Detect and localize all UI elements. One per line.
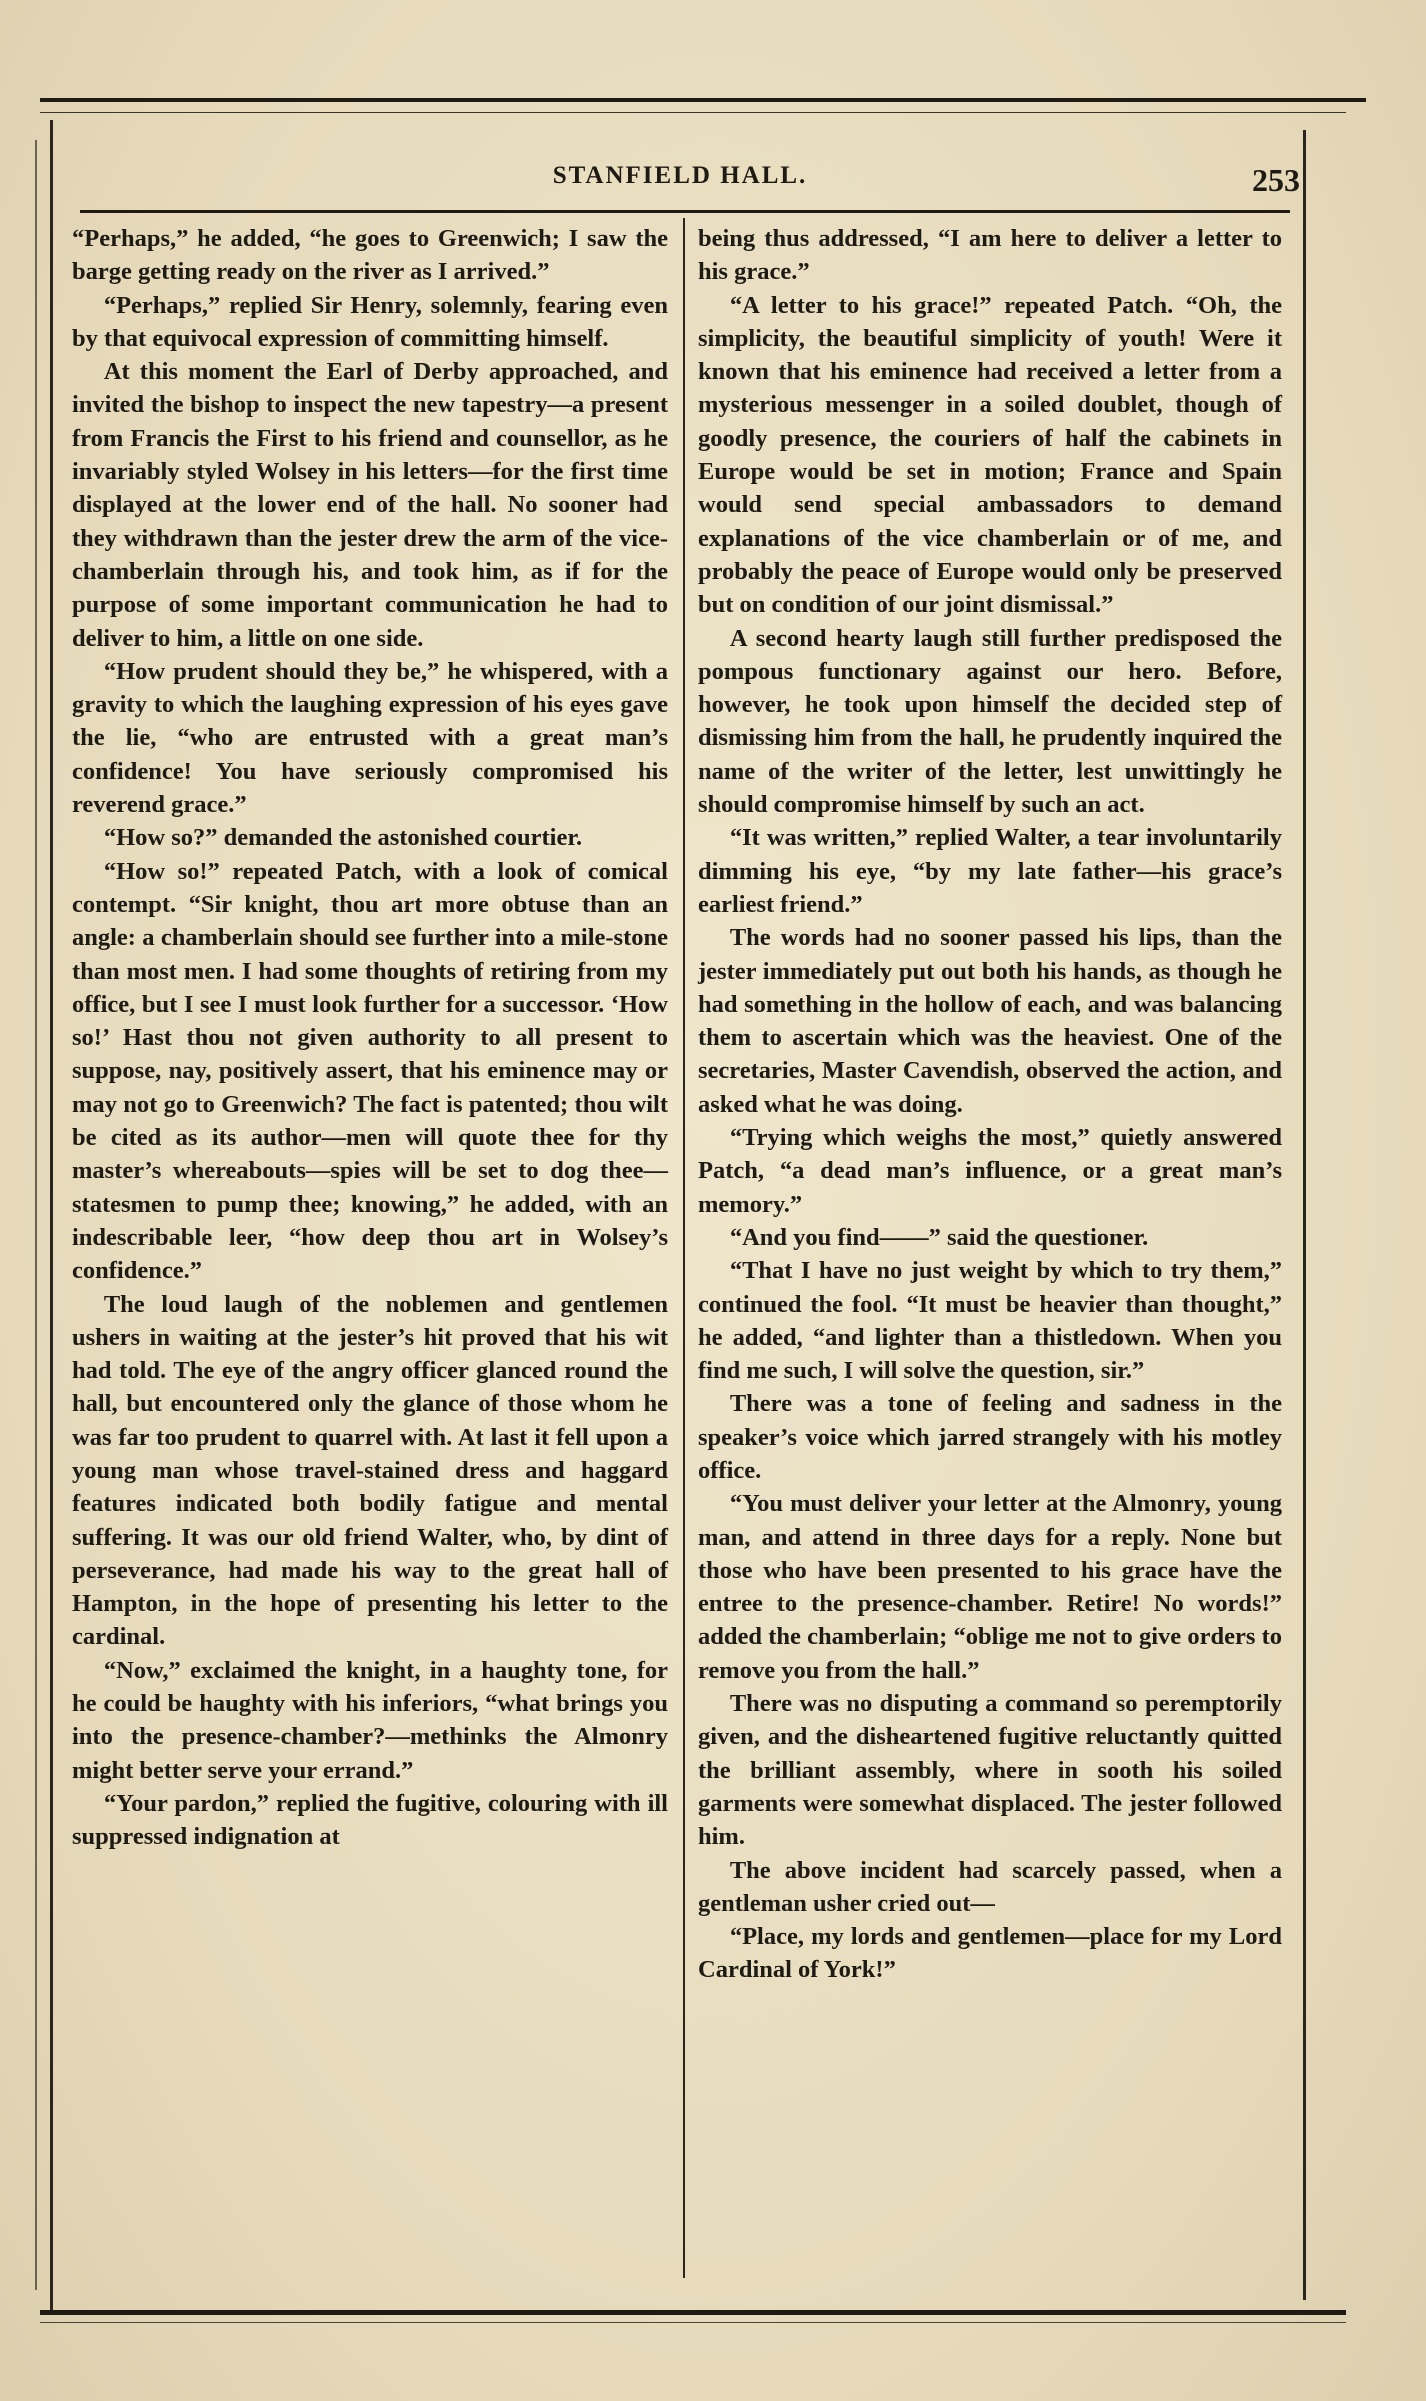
- paragraph: There was a tone of feeling and sadness in the speaker’s voice which jarred strangely with his motley office.: [698, 1390, 1282, 1484]
- paragraph: “Perhaps,” replied Sir Henry, solemnly, fearing even by that equivocal expression of committing himself.: [72, 291, 668, 352]
- running-title: STANFIELD HALL.: [552, 162, 808, 189]
- paragraph: “How prudent should they be,” he whispered, with a gravity to which the laughing expression of his eyes gave the lie, “who are entrusted with a great man’s confidence! You have seriously compromised his reverend grace.”: [72, 657, 668, 819]
- paragraph: The words had no sooner passed his lips, than the jester immediately put out both his hands, as though he had something in the hollow of each, and was balancing them to ascertain which was the heaviest. One of the secretaries, Master Cavendish, observed the action, and asked what he was doing.: [698, 924, 1282, 1118]
- paragraph: “How so?” demanded the astonished courtier.: [103, 824, 583, 852]
- paragraph: The loud laugh of the noblemen and gentlemen ushers in waiting at the jester’s hit proved that his wit had told. The eye of the angry officer glanced round the hall, but encountered only the glance of those whom he was far too prudent to quarrel with. At last it fell upon a young man whose travel-stained dress and haggard features indicated both bodily fatigue and mental suffering. It was our old friend Walter, who, by dint of perseverance, had made his way to the great hall of Hampton, in the hope of presenting his letter to the cardinal.: [72, 1290, 668, 1651]
- left-outer-border: [35, 140, 37, 2290]
- left-border-rule: [50, 120, 53, 2310]
- paragraph: “Trying which weighs the most,” quietly answered Patch, “a dead man’s influence, or a great man’s memory.”: [698, 1124, 1282, 1218]
- top-border-rule: [40, 98, 1366, 102]
- paragraph: being thus addressed, “I am here to deliver a letter to his grace.”: [698, 225, 1282, 286]
- page-header: [80, 150, 1300, 200]
- top-border-thin-rule: [40, 112, 1346, 113]
- paragraph: “You must deliver your letter at the Almonry, young man, and attend in three days for a reply. None but those who have been presented to his grace have the entree to the presence-chamber. Retire! No words!” added the chamberlain; “oblige me not to give orders to remove you from the hall.”: [698, 1490, 1282, 1684]
- paragraph: At this moment the Earl of Derby approached, and invited the bishop to inspect the new tapestry—a present from Francis the First to his friend and counsellor, as he invariably styled Wolsey in his letters—for the first time displayed at the lower end of the hall. No sooner had they withdrawn than the jester drew the arm of the vice-chamberlain through his, and took him, as if for the purpose of some important communication he had to deliver to him, a little on one side.: [72, 358, 668, 652]
- paragraph: “Place, my lords and gentlemen—place for my Lord Cardinal of York!”: [698, 1923, 1282, 1984]
- paragraph: “That I have no just weight by which to try them,” continued the fool. “It must be heavier than thought,” he added, “and lighter than a thistledown. When you find me such, I will solve the question, sir.”: [698, 1257, 1282, 1385]
- paragraph: “And you find——” said the questioner.: [729, 1223, 1149, 1251]
- paragraph: “Perhaps,” he added, “he goes to Greenwich; I saw the barge getting ready on the river as I arrived.”: [72, 225, 668, 286]
- bottom-border-rule: [40, 2310, 1346, 2315]
- paragraph: “Now,” exclaimed the knight, in a haughty tone, for he could be haughty with his inferiors, “what brings you into the presence-chamber?—methinks the Almonry might better serve your errand.”: [72, 1656, 668, 1784]
- bottom-border-thin-rule: [40, 2322, 1346, 2323]
- paragraph: The above incident had scarcely passed, when a gentleman usher cried out—: [698, 1856, 1282, 1917]
- right-border-rule: [1303, 130, 1306, 2300]
- paragraph: “It was written,” replied Walter, a tear involuntarily dimming his eye, “by my late father—his grace’s earliest friend.”: [698, 824, 1282, 918]
- column-divider: [683, 218, 685, 2278]
- page-number: 253: [1252, 162, 1300, 198]
- paragraph: A second hearty laugh still further predisposed the pompous functionary against our hero. Before, however, he took upon himself the decided step of dismissing him from the hall, he prudently inquired the name of the writer of the letter, lest unwittingly he should compromise himself by such an act.: [698, 624, 1282, 819]
- header-rule: [80, 210, 1290, 213]
- paragraph: “How so!” repeated Patch, with a look of comical contempt. “Sir knight, thou art more obtuse than an angle: a chamberlain should see further into a mile-stone than most men. I had some thoughts of retiring from my office, but I see I must look further for a successor. ‘How so!’ Hast thou not given authority to all present to suppose, nay, positively assert, that his eminence may or may not go to Greenwich? The fact is patented; thou wilt be cited as its author—men will quote thee for thy master’s whereabouts—spies will be set to dog thee—statesmen to pump thee; knowing,” he added, with an indescribable leer, “how deep thou art in Wolsey’s confidence.”: [72, 857, 668, 1285]
- paragraph: “A letter to his grace!” repeated Patch. “Oh, the simplicity, the beautiful simplicity of youth! Were it known that his eminence had received a letter from a mysterious messenger in a soiled doublet, though of goodly presence, the couriers of half the cabinets in Europe would be set in motion; France and Spain would send special ambassadors to demand explanations of the vice chamberlain or of me, and probably the peace of Europe would only be preserved but on condition of our joint dismissal.”: [698, 291, 1282, 619]
- right-column: [698, 222, 1282, 1987]
- left-column: [72, 222, 668, 1854]
- paragraph: There was no disputing a command so peremptorily given, and the disheartened fugitive reluctantly quitted the brilliant assembly, where in sooth his soiled garments were somewhat displaced. The jester followed him.: [698, 1690, 1282, 1851]
- paragraph: “Your pardon,” replied the fugitive, colouring with ill suppressed indignation at: [72, 1789, 668, 1851]
